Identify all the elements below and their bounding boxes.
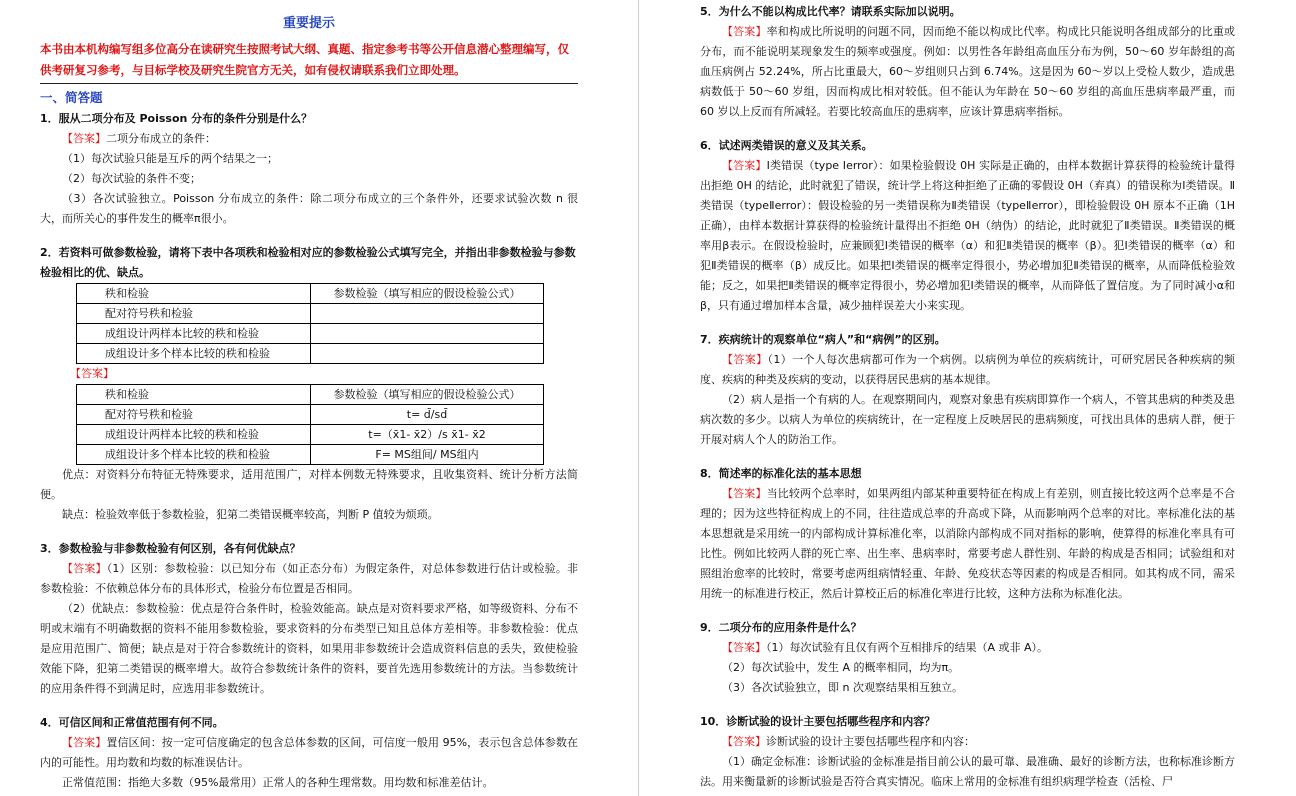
answer-tag: 【答案】 (70, 367, 114, 380)
page-title: 重要提示 (282, 16, 335, 31)
answer-text: （1）区别：参数检验：以已知分布（如正态分布）为假定条件，对总体参数进行估计或检验。非参数检验：不依赖总体分布的具体形式，检验分布位置是否相同。 (40, 562, 578, 595)
answer-text: 缺点：检验效率低于参数检验，犯第二类错误概率较高，判断 P 值较为烦琐。 (62, 508, 439, 521)
answer-text: （1）一个人每次患病都可作为一个病例。以病例为单位的疾病统计，可研究居民各种疾病的频度、疾病的种类及疾病的变动，以获得居民患病的基本规律。 (700, 353, 1235, 386)
question-7 (700, 330, 1235, 450)
answer-text: Ⅰ类错误（type Ⅰerror）：如果检验假设 0H 实际是正确的，由样本数据计算获得的检验统计量得出拒绝 0H 的结论，此时就犯了错误，统计学上将这种拒绝了正确的零假设 0H（弃真）的错误称为Ⅰ类错误。Ⅱ类错误（typeⅡerror）：假设检验的另一类错误称为Ⅱ类错误（typeⅡerror），即检验假设 0H 原本不正确（1H 正确），由样本数据计算获得的检验统计量得出不拒绝 0H（纳伪）的结论，此时就犯了Ⅱ类错误。Ⅱ类错误的概率用β表示。在假设检验时，应兼顾犯Ⅰ类错误的概率（α）和犯Ⅱ类错误的概率（β）。犯Ⅰ类错误的概率（α）和犯Ⅱ类错误的概率（β）成反比。如果把Ⅰ类错误的概率定得很小，势必增加犯Ⅱ类错误的概率，从而降低检验效能；反之，如果把Ⅱ类错误的概率定得很小，势必增加犯Ⅰ类错误的概率，从而降低了置信度。为了同时减小α和β，只有通过增加样本含量，减少抽样误差大小来实现。 (700, 159, 1235, 312)
question-title: 2．若资料可做参数检验，请将下表中各项秩和检验相对应的参数检验公式填写完全，并指出非参数检验与参数检验相比的优、缺点。 (40, 246, 576, 279)
header-rule (40, 83, 578, 84)
question-10 (700, 712, 1235, 792)
answer-tag: 【答案】 (62, 132, 106, 145)
answer-tag: 【答案】 (722, 159, 767, 172)
question-title: 7．疾病统计的观察单位“病人”和“病例”的区别。 (700, 333, 946, 346)
question-title: 5．为什么不能以构成比代率？请联系实际加以说明。 (700, 5, 961, 18)
question-4 (40, 713, 578, 793)
section-title: 一、简答题 (40, 90, 103, 105)
question-6 (700, 136, 1235, 316)
answer-tag: 【答案】 (722, 487, 767, 500)
table-cell: 成组设计多个样本比较的秩和检验 (77, 445, 311, 465)
answer-text: 正常值范围：指绝大多数（95%最常用）正常人的各种生理常数。用均数和标准差估计。 (62, 776, 494, 789)
answer-tag: 【答案】 (722, 735, 766, 748)
question-table (76, 283, 544, 364)
question-title: 4．可信区间和正常值范围有何不同。 (40, 716, 224, 729)
table-cell: 成组设计两样本比较的秩和检验 (77, 324, 311, 344)
answer-text: 当比较两个总率时，如果两组内部某种重要特征在构成上有差别，则直接比较这两个总率是不合理的；因为这些特征构成上的不同，往往造成总率的升高或下降，从而影响两个总率的对比。率标准化法的基本思想就是采用统一的内部构成计算标准化率，以消除内部构成不同对指标的影响，使算得的标准化率具有可比性。例如比较两人群的死亡率、出生率、患病率时，常要考虑人群性别、年龄的构成是否相同；试验组和对照组治愈率的比较时，常要考虑两组病情轻重、年龄、免疫状态等因素的构成是否相同。如其构成不同，需采用统一的标准进行校正，然后计算校正后的标准化率进行比较，这种方法称为标准化法。 (700, 487, 1235, 600)
question-title: 9．二项分布的应用条件是什么？ (700, 621, 862, 634)
right-column (700, 0, 1235, 796)
table-cell: 配对符号秩和检验 (77, 405, 311, 425)
table-cell-empty (311, 344, 544, 364)
question-title: 1．服从二项分布及 Poisson 分布的条件分别是什么？ (40, 112, 313, 125)
answer-table (76, 384, 544, 465)
answer-text: 优点：对资料分布特征无特殊要求，适用范围广，对样本例数无特殊要求，且收集资料、统计分析方法简便。 (40, 468, 578, 501)
question-title: 8．简述率的标准化法的基本思想 (700, 467, 862, 480)
answer-text: 诊断试验的设计主要包括哪些程序和内容： (766, 735, 975, 748)
answer-text: （3）各次试验独立。Poisson 分布成立的条件：除二项分布成立的三个条件外，还要求试验次数 n 很大，而所关心的事件发生的概率π很小。 (40, 192, 578, 225)
answer-tag: 【答案】 (62, 562, 107, 575)
answer-tag: 【答案】 (722, 25, 767, 38)
table-cell: 成组设计两样本比较的秩和检验 (77, 425, 311, 445)
answer-text: 率和构成比所说明的问题不同，因而绝不能以构成比代率。构成比只能说明各组成部分的比重或分布，而不能说明某现象发生的频率或强度。例如：以男性各年龄组高血压分布为例，50～60 岁年龄组的高血压病例占 52.24%，所占比重最大，60～岁组则只占到 6.74%。这是因为 60～岁以上受检人数少，造成患病数低于 50～60 岁组，因而构成比相对较低。但不能认为年龄在 50～60 岁组的高血压患病率最严重，而 60 岁以上反而有所减轻。若要比较高血压的患病率，应该计算患病率指标。 (700, 25, 1235, 118)
answer-text: 置信区间：按一定可信度确定的包含总体参数的区间，可信度一般用 95%，表示包含总体参数在内的可能性。用均数和均数的标准误估计。 (40, 736, 578, 769)
answer-tag: 【答案】 (722, 641, 766, 654)
question-title: 6．试述两类错误的意义及其关系。 (700, 139, 873, 152)
left-column (40, 0, 578, 796)
table-cell: 配对符号秩和检验 (77, 304, 311, 324)
answer-text: （3）各次试验独立，即 n 次观察结果相互独立。 (722, 681, 963, 694)
answer-text: （2）每次试验的条件不变； (62, 172, 201, 185)
table-header-cell: 秩和检验 (77, 284, 311, 304)
answer-text: （2）病人是指一个有病的人。在观察期间内，观察对象患有疾病即算作一个病人，不管其患病的种类及患病次数的多少。以病人为单位的疾病统计，在一定程度上反映居民的患病频度，可找出具体的患病人群，便于开展对病人个人的防治工作。 (700, 393, 1235, 446)
answer-text: （1）确定金标准：诊断试验的金标准是指目前公认的最可靠、最准确、最好的诊断方法，也称标准诊断方法。用来衡量新的诊断试验是否符合真实情况。临床上常用的金标准有组织病理学检查（活检、尸 (700, 755, 1235, 788)
table-header-cell: 参数检验（填写相应的假设检验公式） (311, 385, 544, 405)
answer-tag: 【答案】 (722, 353, 768, 366)
table-cell: 成组设计多个样本比较的秩和检验 (77, 344, 311, 364)
table-header-cell: 参数检验（填写相应的假设检验公式） (311, 284, 544, 304)
question-5 (700, 2, 1235, 122)
formula-cell: t= d̄/sd̄ (311, 405, 544, 425)
question-3 (40, 539, 578, 699)
question-title: 3．参数检验与非参数检验有何区别，各有何优缺点？ (40, 542, 301, 555)
table-cell-empty (311, 324, 544, 344)
answer-text: （2）优缺点：参数检验：优点是符合条件时，检验效能高。缺点是对资料要求严格，如等级资料、分布不明或末端有不明确数据的资料不能用参数检验，要求资料的分布类型已知且总体方差相等。非参数检验：优点是应用范围广、简便；缺点是对于符合参数统计的资料，如果用非参数统计会造成资料信息的丢失，致使检验效能下降，犯第二类错误的概率增大。故符合参数统计条件的资料，要首先选用参数统计的方法。当参数统计的应用条件得不到满足时，应选用非参数统计。 (40, 602, 578, 695)
page-divider (638, 0, 639, 796)
table-cell-empty (311, 304, 544, 324)
formula-cell: t=（x̄1- x̄2）/s x̄1- x̄2 (311, 425, 544, 445)
answer-tag: 【答案】 (62, 736, 107, 749)
copyright-notice: 本书由本机构编写组多位高分在读研究生按照考试大纲、真题、指定参考书等公开信息潜心整理编写，仅供考研复习参考，与目标学校及研究生院官方无关，如有侵权请联系我们立即处理。 (40, 42, 569, 77)
question-1 (40, 109, 578, 229)
formula-cell: F= MS组间/ MS组内 (311, 445, 544, 465)
question-2 (40, 243, 578, 525)
answer-text: 二项分布成立的条件： (106, 132, 216, 145)
answer-text: （1）每次试验只能是互斥的两个结果之一； (62, 152, 278, 165)
question-8 (700, 464, 1235, 604)
answer-text: （2）每次试验中，发生 A 的概率相同，均为π。 (722, 661, 960, 674)
question-9 (700, 618, 1235, 698)
question-title: 10．诊断试验的设计主要包括哪些程序和内容？ (700, 715, 936, 728)
answer-text: （1）每次试验有且仅有两个互相排斥的结果（A 或非 A）。 (766, 641, 1049, 654)
table-header-cell: 秩和检验 (77, 385, 311, 405)
